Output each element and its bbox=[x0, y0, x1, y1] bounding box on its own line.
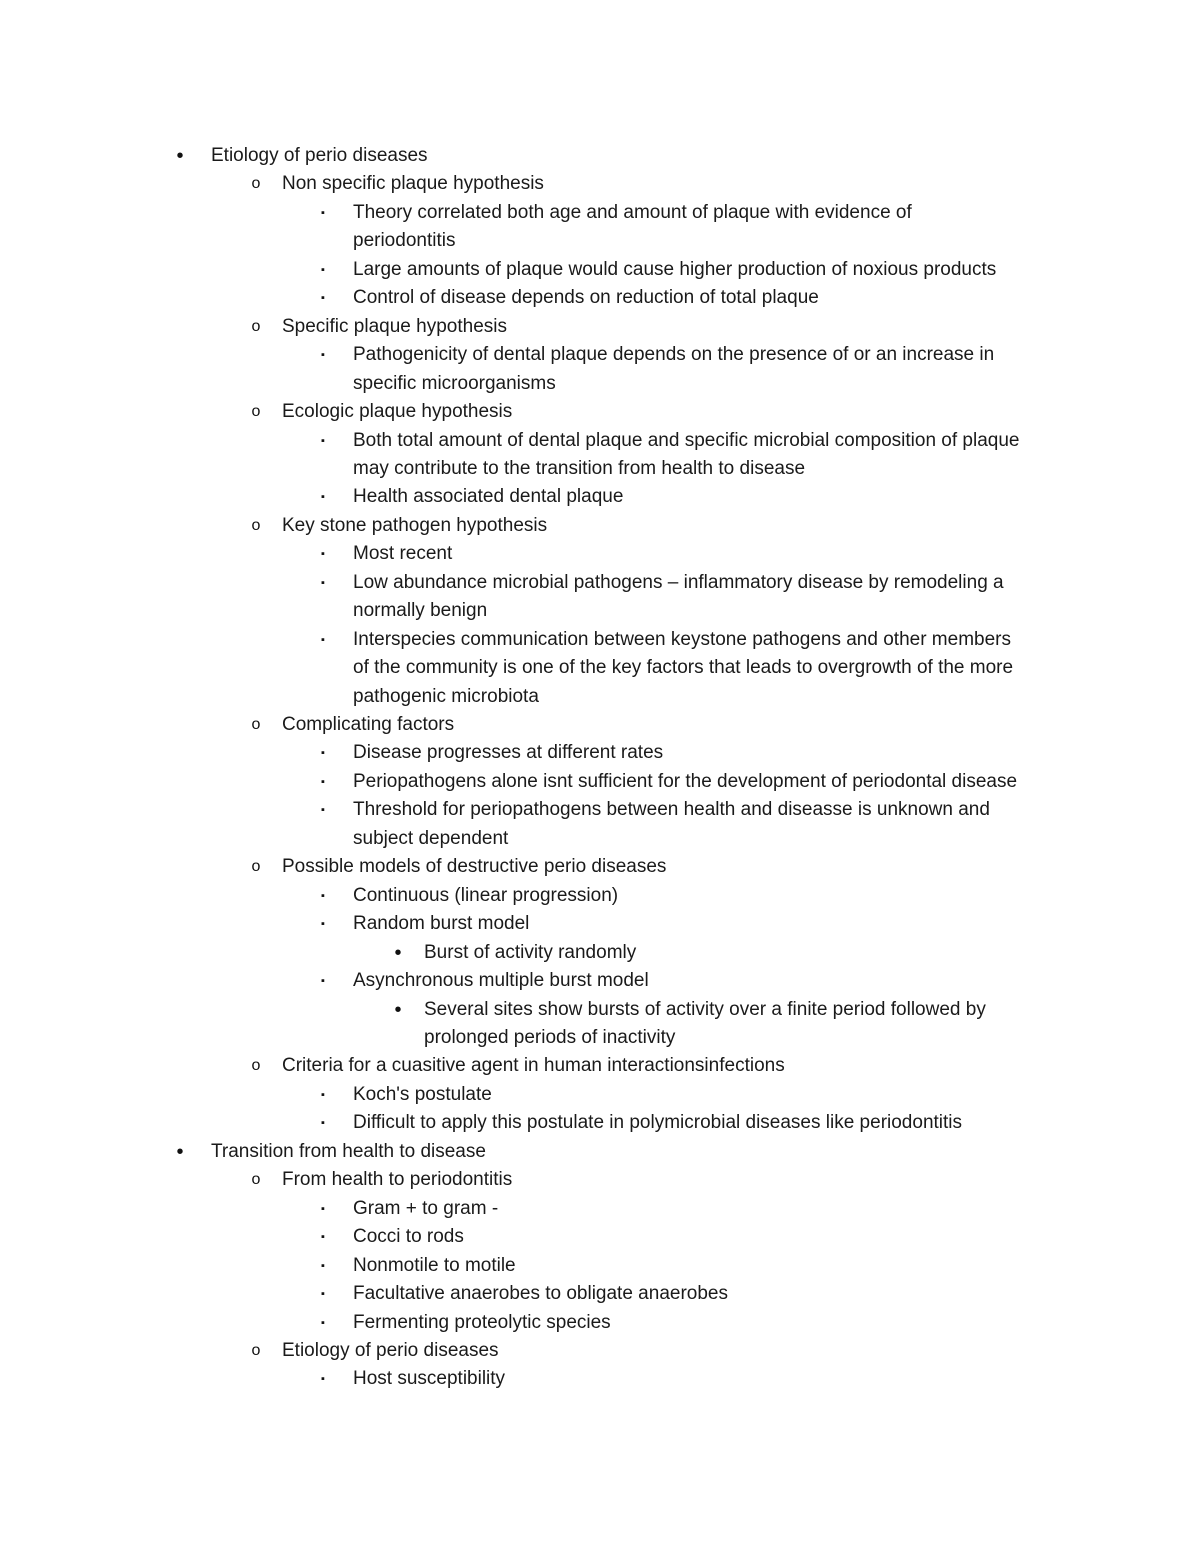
bullet-marker: ▪ bbox=[321, 263, 325, 276]
outline-line bbox=[0, 170, 1200, 198]
bullet-marker: ▪ bbox=[321, 1373, 325, 1386]
bullet-marker: • bbox=[176, 1140, 184, 1163]
outline-text: Fermenting proteolytic species bbox=[353, 1311, 611, 1333]
bullet-marker: ▪ bbox=[321, 1202, 325, 1215]
bullet-marker: • bbox=[176, 145, 184, 167]
outline-text: Key stone pathogen hypothesis bbox=[282, 514, 548, 536]
bullet-marker: ▪ bbox=[321, 1088, 325, 1101]
outline-text: Specific plaque hypothesis bbox=[282, 315, 507, 337]
outline-line bbox=[0, 1166, 1200, 1194]
outline-text: Asynchronous multiple burst model bbox=[353, 970, 649, 991]
outline-line bbox=[0, 1024, 1200, 1052]
outline-text: Etiology of perio diseases bbox=[282, 1339, 499, 1361]
bullet-marker: ▪ bbox=[321, 889, 325, 902]
bullet-marker: o bbox=[251, 516, 261, 534]
outline-line bbox=[0, 910, 1200, 938]
outline-text: Random burst model bbox=[353, 913, 530, 935]
outline-text: specific microorganisms bbox=[353, 372, 556, 394]
bullet-marker: o bbox=[251, 858, 261, 876]
outline-line bbox=[0, 939, 1200, 967]
outline-line bbox=[0, 256, 1200, 284]
outline-text: Complicating factors bbox=[282, 714, 455, 735]
bullet-marker: ▪ bbox=[321, 775, 325, 788]
outline-text: From health to periodontitis bbox=[282, 1169, 513, 1191]
bullet-marker: ▪ bbox=[321, 1231, 325, 1244]
outline-line bbox=[0, 768, 1200, 796]
outline-text: Etiology of perio diseases bbox=[211, 145, 428, 166]
bullet-marker: o bbox=[251, 1057, 261, 1075]
outline-line bbox=[0, 199, 1200, 227]
outline-line bbox=[0, 313, 1200, 341]
outline-line bbox=[0, 1365, 1200, 1393]
outline-line bbox=[0, 1138, 1200, 1166]
outline-line bbox=[0, 996, 1200, 1024]
outline-line bbox=[0, 1081, 1200, 1109]
bullet-marker: • bbox=[394, 941, 402, 964]
outline-line bbox=[0, 1280, 1200, 1308]
outline-text: Threshold for periopathogens between health and diseasse is unknown and bbox=[353, 799, 990, 821]
outline-text: Health associated dental plaque bbox=[353, 486, 624, 508]
outline-text: prolonged periods of inactivity bbox=[424, 1026, 676, 1048]
outline-text: normally benign bbox=[353, 600, 488, 622]
outline-text: Low abundance microbial pathogens – inflammatory disease by remodeling a bbox=[353, 571, 1004, 593]
outline-line bbox=[0, 341, 1200, 369]
outline-text: periodontitis bbox=[353, 230, 456, 252]
outline-text: Nonmotile to motile bbox=[353, 1254, 516, 1276]
outline-text: Both total amount of dental plaque and specific microbial composition of plaque bbox=[353, 429, 1020, 451]
bullet-marker: ▪ bbox=[321, 292, 325, 305]
bullet-marker: ▪ bbox=[321, 491, 325, 504]
outline-text: Most recent bbox=[353, 543, 453, 565]
bullet-marker: ▪ bbox=[321, 1259, 325, 1272]
outline-line bbox=[0, 853, 1200, 881]
outline-line bbox=[0, 227, 1200, 255]
outline-text: Cocci to rods bbox=[353, 1226, 464, 1248]
outline-line bbox=[0, 512, 1200, 540]
outline-line bbox=[0, 1223, 1200, 1251]
bullet-marker: ▪ bbox=[321, 1288, 325, 1300]
outline-text: Periopathogens alone isnt sufficient for the development of periodontal disease bbox=[353, 770, 1018, 792]
outline-line bbox=[0, 1252, 1200, 1280]
outline-text: Burst of activity randomly bbox=[424, 941, 637, 963]
outline-line bbox=[0, 597, 1200, 625]
outline-text: Disease progresses at different rates bbox=[353, 742, 664, 764]
outline-text: of the community is one of the key factors that leads to overgrowth of the more bbox=[353, 657, 1014, 679]
outline-text: Interspecies communication between keystone pathogens and other members bbox=[353, 628, 1011, 650]
outline-line bbox=[0, 882, 1200, 910]
bullet-marker: ▪ bbox=[321, 918, 325, 931]
outline-text: Several sites show bursts of activity over a finite period followed by bbox=[424, 998, 986, 1020]
bullet-marker: o bbox=[251, 175, 261, 193]
outline-line bbox=[0, 626, 1200, 654]
outline-text: Host susceptibility bbox=[353, 1368, 506, 1390]
bullet-marker: • bbox=[394, 998, 402, 1021]
outline-text: Large amounts of plaque would cause higher production of noxious products bbox=[353, 258, 997, 280]
outline-line bbox=[0, 683, 1200, 711]
bullet-marker: ▪ bbox=[321, 975, 325, 987]
outline-text: Gram + to gram - bbox=[353, 1197, 499, 1219]
outline-line bbox=[0, 967, 1200, 995]
outline-text: Possible models of destructive perio diseases bbox=[282, 856, 667, 878]
outline-text: Theory correlated both age and amount of plaque with evidence of bbox=[353, 201, 912, 223]
outline-text: pathogenic microbiota bbox=[353, 685, 539, 707]
outline-text: Difficult to apply this postulate in polymicrobial diseases like periodontitis bbox=[353, 1112, 963, 1134]
outline-line bbox=[0, 654, 1200, 682]
outline-line bbox=[0, 370, 1200, 398]
bullet-marker: o bbox=[251, 317, 261, 335]
outline-line bbox=[0, 739, 1200, 767]
bullet-marker: o bbox=[251, 1171, 261, 1189]
outline-text: Ecologic plaque hypothesis bbox=[282, 401, 513, 423]
bullet-marker: ▪ bbox=[321, 434, 325, 447]
outline-line bbox=[0, 427, 1200, 455]
outline-line bbox=[0, 455, 1200, 483]
bullet-marker: ▪ bbox=[321, 349, 325, 362]
outline-line bbox=[0, 540, 1200, 568]
bullet-marker: ▪ bbox=[321, 206, 325, 219]
outline-line bbox=[0, 796, 1200, 824]
bullet-marker: o bbox=[251, 1341, 261, 1359]
bullet-marker: ▪ bbox=[321, 1316, 325, 1329]
outline-text: Pathogenicity of dental plaque depends on the presence of or an increase in bbox=[353, 344, 995, 366]
bullet-marker: ▪ bbox=[321, 1117, 325, 1130]
outline-text: Transition from health to disease bbox=[211, 1140, 486, 1162]
outline-line bbox=[0, 284, 1200, 312]
outline-line bbox=[0, 1337, 1200, 1365]
bullet-marker: ▪ bbox=[321, 576, 325, 589]
outline-text: subject dependent bbox=[353, 827, 509, 849]
outline-line bbox=[0, 1109, 1200, 1137]
outline-text: Koch's postulate bbox=[353, 1083, 492, 1105]
outline-text: Continuous (linear progression) bbox=[353, 884, 619, 906]
outline-text: may contribute to the transition from health to disease bbox=[353, 457, 806, 479]
bullet-marker: ▪ bbox=[321, 548, 325, 561]
outline-line bbox=[0, 483, 1200, 511]
bullet-marker: ▪ bbox=[321, 804, 325, 817]
outline-text: Non specific plaque hypothesis bbox=[282, 173, 544, 195]
outline-line bbox=[0, 1309, 1200, 1337]
bullet-marker: o bbox=[251, 403, 261, 421]
outline-line bbox=[0, 825, 1200, 853]
outline-line bbox=[0, 398, 1200, 426]
bullet-marker: ▪ bbox=[321, 747, 325, 760]
outline-text: Facultative anaerobes to obligate anaerobes bbox=[353, 1283, 728, 1304]
outline-line bbox=[0, 1195, 1200, 1223]
outline-text: Control of disease depends on reduction of total plaque bbox=[353, 287, 819, 309]
outline-line bbox=[0, 711, 1200, 739]
bullet-marker: ▪ bbox=[321, 633, 325, 646]
outline-text: Criteria for a cuasitive agent in human interactionsinfections bbox=[282, 1055, 785, 1077]
outline-line bbox=[0, 569, 1200, 597]
bullet-marker: o bbox=[251, 716, 261, 733]
outline-line bbox=[0, 1052, 1200, 1080]
outline-line bbox=[0, 142, 1200, 170]
